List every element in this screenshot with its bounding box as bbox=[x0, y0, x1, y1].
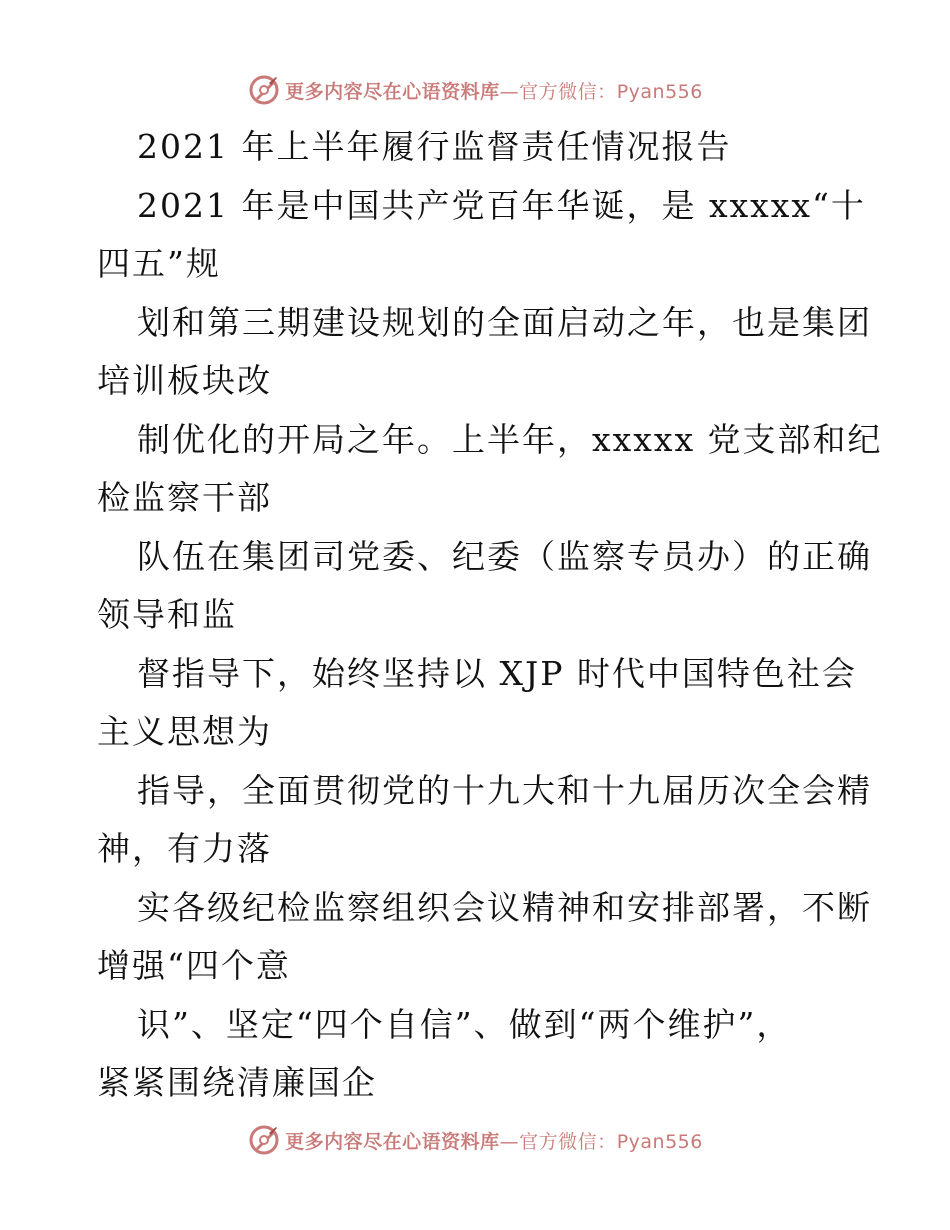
text-line: 培训板块改 bbox=[97, 361, 272, 400]
document-title: 2021 年上半年履行监督责任情况报告 bbox=[137, 127, 732, 166]
text-line: 队伍在集团司党委、纪委（监察专员办）的正确 bbox=[137, 536, 872, 576]
text-line: 增强“四个意 bbox=[97, 946, 291, 985]
text-line: 指导，全面贯彻党的十九大和十九届历次全会精 bbox=[137, 770, 872, 810]
text-line: 神，有力落 bbox=[97, 829, 272, 868]
text-line: 四五”规 bbox=[97, 244, 221, 283]
text-line: 制优化的开局之年。上半年，xxxxx 党支部和纪 bbox=[137, 419, 883, 459]
text-line: 2021 年是中国共产党百年华诞，是 xxxxx“十 bbox=[137, 185, 866, 225]
quill-logo-icon bbox=[247, 73, 281, 107]
banner-text: 更多内容尽在心语资料库—官方微信：Pyan556 bbox=[285, 80, 703, 103]
text-line: 领导和监 bbox=[97, 595, 237, 634]
document-body bbox=[97, 118, 883, 1113]
text-line: 识”、坚定“四个自信”、做到“两个维护”， bbox=[137, 1004, 792, 1044]
text-line: 督指导下，始终坚持以 XJP 时代中国特色社会 bbox=[137, 653, 857, 693]
text-line: 实各级纪检监察组织会议精神和安排部署，不断 bbox=[137, 887, 872, 927]
text-line: 检监察干部 bbox=[97, 478, 272, 517]
banner-text: 更多内容尽在心语资料库—官方微信：Pyan556 bbox=[285, 1130, 703, 1153]
quill-logo-icon bbox=[247, 1123, 281, 1157]
text-line: 紧紧围绕清廉国企 bbox=[97, 1063, 377, 1102]
header-watermark-banner bbox=[0, 70, 950, 110]
text-line: 主义思想为 bbox=[97, 712, 272, 751]
footer-watermark-banner bbox=[0, 1120, 950, 1160]
text-line: 划和第三期建设规划的全面启动之年，也是集团 bbox=[137, 302, 872, 342]
